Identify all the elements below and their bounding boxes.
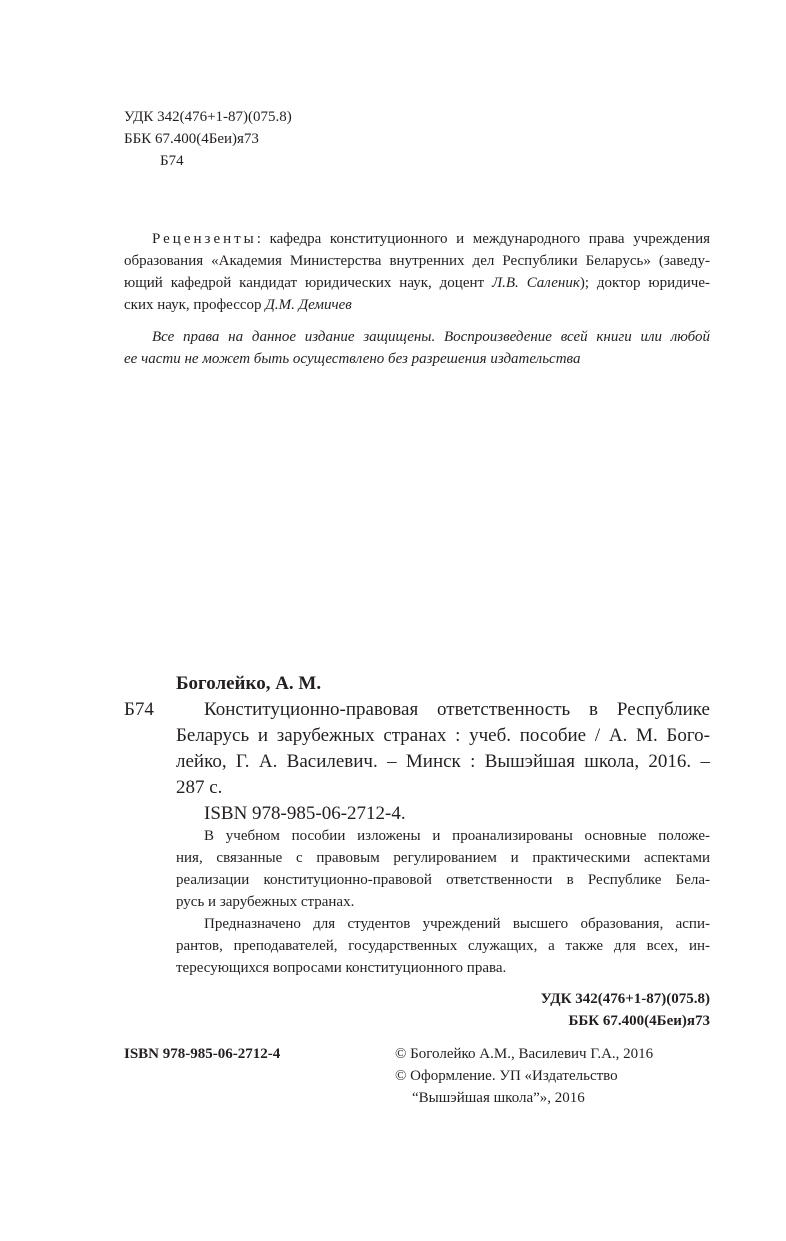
record-line-1: Конституционно-правовая ответственность в Республике — [204, 699, 710, 720]
reviewers-line-3-a: ющий кафедрой кандидат юридических наук, доцент — [124, 275, 492, 291]
reviewers-line-2: образования «Академия Министерства внутренних дел Республики Беларусь» (заведу- — [124, 253, 710, 269]
record-line-4: 287 с. — [176, 777, 223, 798]
record-description — [176, 697, 710, 827]
isbn-footer: ISBN 978-985-06-2712-4 — [124, 1046, 281, 1062]
rights-line-1 — [124, 326, 710, 348]
record-line-3: лейко, Г. А. Василевич. – Минск : Вышэйшая школа, 2016. – — [176, 751, 710, 772]
bbk-code-bottom: ББК 67.400(4Беи)я73 — [568, 1013, 710, 1029]
reviewers-line-1-text: : кафедра конституционного и международного права учреждения — [256, 231, 710, 247]
reviewer-name-2: Д.М. Демичев — [265, 297, 352, 313]
annotation — [176, 825, 710, 979]
reviewer-name-1: Л.В. Саленик — [491, 275, 580, 291]
bbk-code-top: ББК 67.400(4Беи)я73 — [124, 131, 259, 147]
reviewers-label: Рецензенты — [152, 231, 257, 247]
rights-notice — [124, 326, 710, 370]
reviewers-line-3-b: ); доктор юридиче- — [579, 275, 710, 291]
record-code: Б74 — [124, 699, 154, 720]
record-author: Боголейко, А. М. — [176, 673, 322, 694]
record-isbn: ISBN 978-985-06-2712-4. — [204, 803, 406, 824]
annotation-p2-line-2: рантов, преподавателей, государственных служащих, а также для всех, ин- — [176, 938, 710, 954]
annotation-p1-line-2: ния, связанные с правовым регулированием и практическими аспектами — [176, 850, 710, 866]
reviewers-paragraph — [124, 228, 710, 316]
rights-line-1-text: Все права на данное издание защищены. Воспроизведение всей книги или любой — [152, 329, 710, 345]
copyright-design: © Оформление. УП «Издательство — [395, 1068, 618, 1084]
udk-code-bottom: УДК 342(476+1-87)(075.8) — [540, 991, 710, 1007]
copyright-authors: © Боголейко А.М., Василевич Г.А., 2016 — [395, 1046, 654, 1062]
copyright-publisher: “Вышэйшая школа”», 2016 — [412, 1090, 585, 1106]
annotation-p2-line-3: тересующихся вопросами конституционного права. — [176, 960, 507, 976]
annotation-p1-line-4: русь и зарубежных странах. — [176, 894, 355, 910]
udk-code-top: УДК 342(476+1-87)(075.8) — [124, 109, 292, 125]
rights-line-2: ее части не может быть осуществлено без разрешения издательства — [124, 351, 581, 367]
reviewers-line-1 — [124, 228, 710, 250]
reviewers-line-3 — [124, 272, 710, 294]
annotation-p1-line-1: В учебном пособии изложены и проанализированы основные положе- — [204, 828, 710, 844]
author-sign-top: Б74 — [160, 153, 184, 169]
reviewers-line-4 — [124, 294, 710, 316]
reviewers-line-4-a: ских наук, профессор — [124, 297, 266, 313]
annotation-p2-line-1: Предназначено для студентов учреждений высшего образования, аспи- — [204, 916, 710, 932]
annotation-p1-line-3: реализации конституционно-правовой ответственности в Республике Бела- — [176, 872, 710, 888]
record-line-2: Беларусь и зарубежных странах : учеб. пособие / А. М. Бого- — [176, 725, 710, 746]
